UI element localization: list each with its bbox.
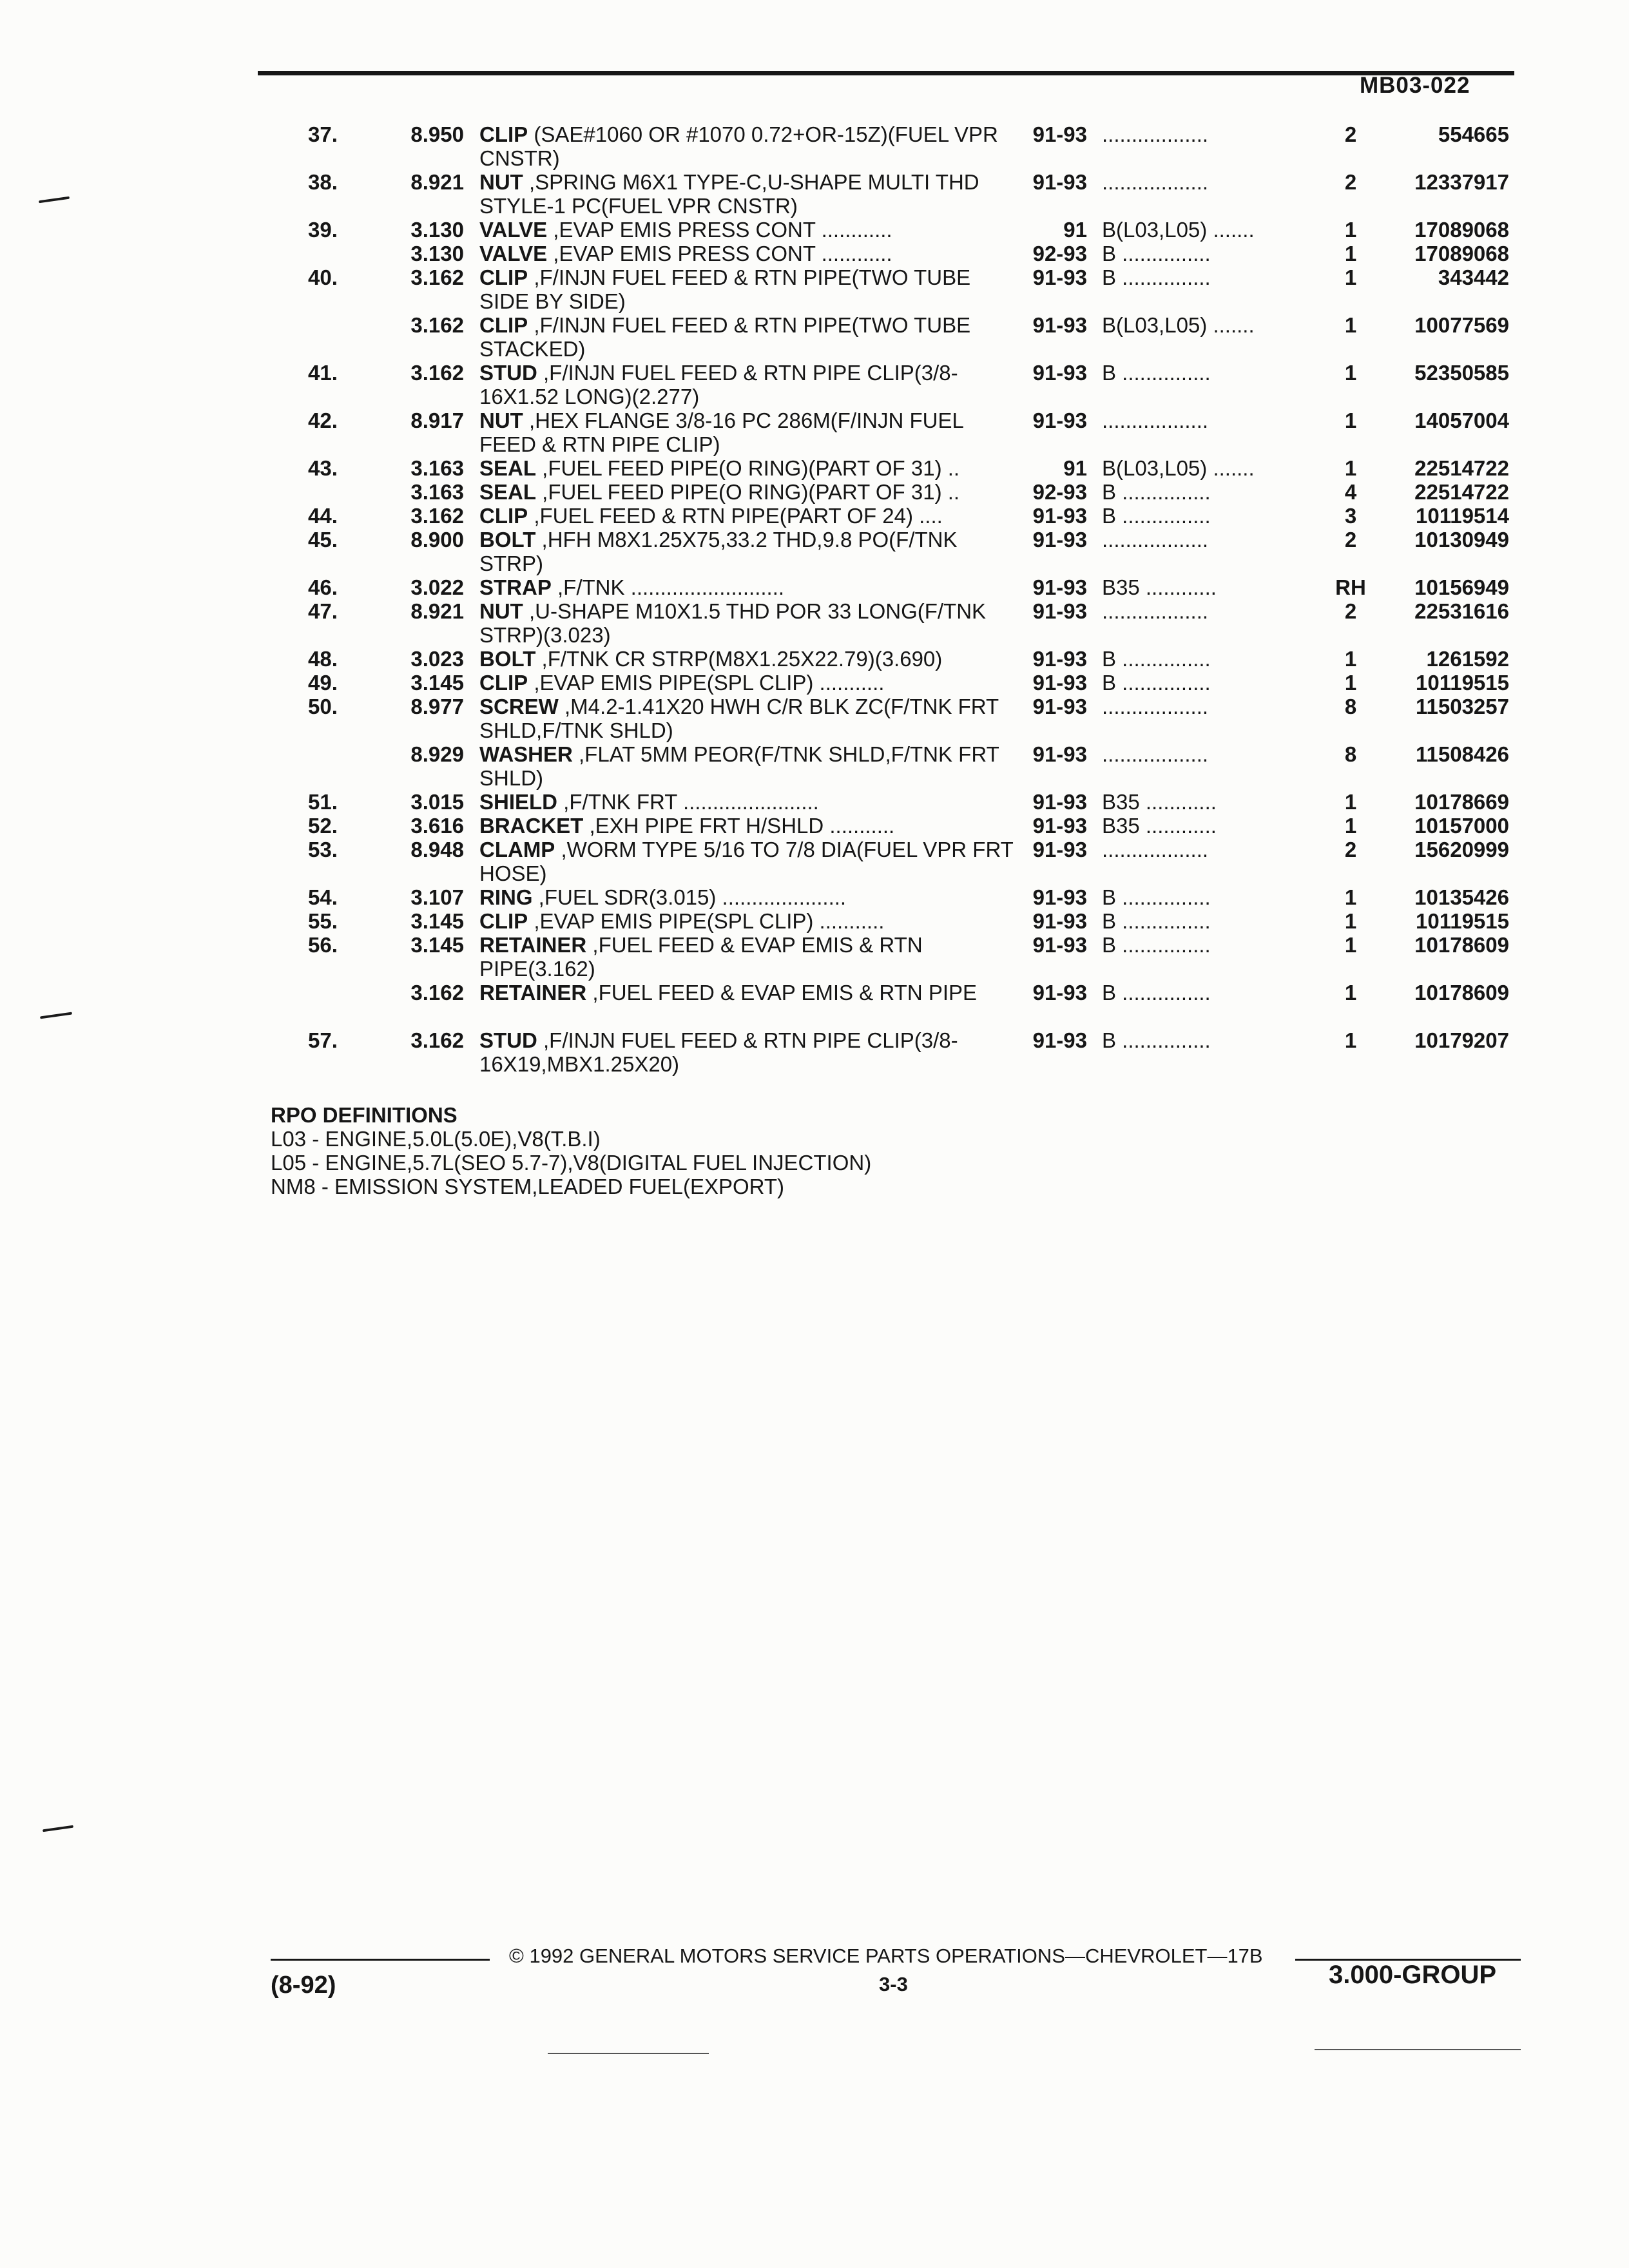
part-number: 12337917 [1414,170,1509,194]
group-number: 3.162 [410,265,464,289]
model-years: 92-93 [1032,242,1087,265]
part-description [479,456,1017,480]
part-number: 10157000 [1414,814,1509,838]
part-detail: ,F/INJN FUEL FEED & RTN PIPE(TWO TUBE STACKED) [479,313,971,361]
quantity: 2 [1344,122,1357,146]
option-code: .................. [1102,695,1209,718]
part-row [0,170,1629,218]
group-number: 3.145 [410,671,464,695]
group-number: 3.162 [410,313,464,337]
quantity: 2 [1344,170,1357,194]
option-code: B35 ............ [1102,575,1217,599]
item-number: 56. [308,933,338,957]
model-years: 91-93 [1032,742,1087,766]
part-description [479,480,1017,504]
model-years: 91-93 [1032,647,1087,671]
part-name: SEAL [479,480,537,504]
group-number: 3.145 [410,933,464,957]
part-description [479,408,1017,456]
rpo-line-l05: L05 - ENGINE,5.7L(SEO 5.7-7),V8(DIGITAL FUEL INJECTION) [271,1151,872,1175]
part-row [0,1028,1629,1076]
group-number: 8.948 [410,838,464,861]
option-code: B ............... [1102,981,1211,1004]
part-number: 10179207 [1414,1028,1509,1052]
group-number: 8.929 [410,742,464,766]
quantity: 1 [1344,981,1357,1004]
part-name: STUD [479,1028,537,1052]
part-detail: ,F/TNK FRT ....................... [557,790,819,814]
part-description [479,361,1017,408]
part-detail: ,U-SHAPE M10X1.5 THD POR 33 LONG(F/TNK STRP)(3.023) [479,599,987,647]
part-row [0,408,1629,456]
part-detail: ,EVAP EMIS PRESS CONT ............ [547,218,892,242]
part-detail: ,FUEL FEED PIPE(O RING)(PART OF 31) .. [536,456,960,480]
scan-mark [43,1825,73,1832]
option-code: .................. [1102,528,1209,552]
model-years: 91-93 [1032,313,1087,337]
part-name: VALVE [479,218,548,242]
part-number: 15620999 [1414,838,1509,861]
part-name: CLAMP [479,838,555,861]
part-row [0,504,1629,528]
quantity: 1 [1344,671,1357,695]
group-number: 8.921 [410,599,464,623]
part-description [479,122,1017,170]
group-number: 3.162 [410,504,464,528]
option-code: B ............... [1102,647,1211,671]
model-years: 91-93 [1032,575,1087,599]
part-detail: ,EVAP EMIS PIPE(SPL CLIP) ........... [528,909,885,933]
part-name: SEAL [479,456,537,480]
part-number: 10178609 [1414,981,1509,1004]
group-number: 3.130 [410,242,464,265]
part-row [0,671,1629,695]
part-name: CLIP [479,122,528,146]
part-description [479,838,1017,885]
option-code: B35 ............ [1102,814,1217,838]
group-number: 8.900 [410,528,464,552]
group-number: 3.163 [410,480,464,504]
model-years: 91-93 [1032,933,1087,957]
group-number: 8.921 [410,170,464,194]
part-number: 22531616 [1414,599,1509,623]
part-number: 22514722 [1414,456,1509,480]
item-number: 44. [308,504,338,528]
model-years: 91-93 [1032,170,1087,194]
part-number: 52350585 [1414,361,1509,385]
part-description [479,695,1017,742]
part-name: RING [479,885,533,909]
group-number: 3.107 [410,885,464,909]
part-number: 17089068 [1414,242,1509,265]
item-number: 40. [308,265,338,289]
model-years: 91-93 [1032,909,1087,933]
group-number: 3.130 [410,218,464,242]
model-years: 91-93 [1032,408,1087,432]
page-number: 3-3 [879,1973,908,1995]
part-row [0,814,1629,838]
option-code: .................. [1102,838,1209,861]
quantity: RH [1335,575,1366,599]
group-number: 3.163 [410,456,464,480]
part-row [0,885,1629,909]
quantity: 1 [1344,885,1357,909]
copyright-line: © 1992 GENERAL MOTORS SERVICE PARTS OPERATIONS—CHEVROLET—17B [509,1945,1263,1967]
quantity: 1 [1344,408,1357,432]
parts-list [0,122,1629,1076]
part-row [0,599,1629,647]
item-number: 53. [308,838,338,861]
part-name: SHIELD [479,790,558,814]
part-row [0,909,1629,933]
model-years: 91-93 [1032,838,1087,861]
quantity: 1 [1344,647,1357,671]
part-row [0,265,1629,313]
quantity: 1 [1344,790,1357,814]
part-detail: ,FUEL FEED & EVAP EMIS & RTN PIPE(3.162) [479,933,923,981]
part-row [0,528,1629,575]
option-code: B ............... [1102,909,1211,933]
part-number: 10135426 [1414,885,1509,909]
part-detail: ,HFH M8X1.25X75,33.2 THD,9.8 PO(F/TNK STRP) [479,528,958,575]
item-number: 43. [308,456,338,480]
item-number: 57. [308,1028,338,1052]
model-years: 91-93 [1032,695,1087,718]
item-number: 50. [308,695,338,718]
group-number: 3.162 [410,981,464,1004]
part-description [479,599,1017,647]
item-number: 37. [308,122,338,146]
part-row [0,313,1629,361]
part-description [479,647,1017,671]
part-detail: ,EVAP EMIS PRESS CONT ............ [547,242,892,265]
revision-date: (8-92) [271,1972,336,1999]
part-detail: ,F/TNK .......................... [551,575,785,599]
item-number: 39. [308,218,338,242]
quantity: 8 [1344,742,1357,766]
document-id: MB03-022 [1360,73,1470,98]
part-detail: ,F/INJN FUEL FEED & RTN PIPE CLIP(3/8-16X1.52 LONG)(2.277) [479,361,958,408]
option-code: B ............... [1102,361,1211,385]
part-description [479,265,1017,313]
option-code: B ............... [1102,265,1211,289]
model-years: 91-93 [1032,885,1087,909]
part-detail: ,F/INJN FUEL FEED & RTN PIPE CLIP(3/8-16X19,MBX1.25X20) [479,1028,958,1076]
option-code: .................. [1102,599,1209,623]
model-years: 91-93 [1032,265,1087,289]
item-number: 54. [308,885,338,909]
item-number: 48. [308,647,338,671]
quantity: 1 [1344,361,1357,385]
part-description [479,170,1017,218]
item-number: 49. [308,671,338,695]
quantity: 1 [1344,814,1357,838]
part-description [479,575,1017,599]
part-name: NUT [479,599,523,623]
item-number: 52. [308,814,338,838]
part-row [0,575,1629,599]
group-label: 3.000-GROUP [1329,1961,1497,1989]
option-code: B ............... [1102,504,1211,528]
rpo-definitions [271,1103,871,1198]
group-number: 3.022 [410,575,464,599]
part-name: STUD [479,361,537,385]
quantity: 2 [1344,838,1357,861]
part-name: CLIP [479,909,528,933]
option-code: B ............... [1102,885,1211,909]
part-row [0,695,1629,742]
part-row [0,647,1629,671]
option-code: .................. [1102,408,1209,432]
part-detail: ,HEX FLANGE 3/8-16 PC 286M(F/INJN FUEL FEED & RTN PIPE CLIP) [479,408,963,456]
part-number: 22514722 [1414,480,1509,504]
part-row [0,742,1629,790]
quantity: 8 [1344,695,1357,718]
model-years: 91-93 [1032,599,1087,623]
part-name: SCREW [479,695,559,718]
part-number: 1261592 [1426,647,1509,671]
part-row [0,122,1629,170]
part-description [479,1028,1017,1076]
part-row [0,456,1629,480]
part-description [479,742,1017,790]
part-detail: ,M4.2-1.41X20 HWH C/R BLK ZC(F/TNK FRT SHLD,F/TNK SHLD) [479,695,999,742]
part-name: RETAINER [479,981,587,1004]
part-name: VALVE [479,242,548,265]
part-name: CLIP [479,504,528,528]
part-name: CLIP [479,313,528,337]
top-rule [258,71,1514,75]
group-number: 8.977 [410,695,464,718]
part-row [0,218,1629,242]
model-years: 91-93 [1032,814,1087,838]
part-description [479,313,1017,361]
part-number: 10178669 [1414,790,1509,814]
quantity: 1 [1344,1028,1357,1052]
quantity: 3 [1344,504,1357,528]
item-number: 55. [308,909,338,933]
part-description [479,528,1017,575]
option-code: .................. [1102,170,1209,194]
part-detail: ,FUEL FEED & RTN PIPE(PART OF 24) .... [528,504,943,528]
rpo-title: RPO DEFINITIONS [271,1103,458,1127]
footer-rule-left [271,1959,490,1961]
part-number: 14057004 [1414,408,1509,432]
part-number: 10119514 [1415,504,1509,528]
quantity: 1 [1344,933,1357,957]
part-name: NUT [479,170,523,194]
model-years: 91-93 [1032,981,1087,1004]
option-code: .................. [1102,122,1209,146]
option-code: B ............... [1102,242,1211,265]
item-number: 46. [308,575,338,599]
quantity: 1 [1344,456,1357,480]
part-name: CLIP [479,671,528,695]
model-years: 91 [1063,218,1087,242]
quantity: 1 [1344,265,1357,289]
part-name: BOLT [479,647,536,671]
option-code: B ............... [1102,933,1211,957]
part-name: STRAP [479,575,552,599]
rpo-line-l03: L03 - ENGINE,5.0L(5.0E),V8(T.B.I) [271,1127,601,1151]
group-number: 3.145 [410,909,464,933]
item-number: 42. [308,408,338,432]
part-description [479,790,1017,814]
part-detail: (SAE#1060 OR #1070 0.72+OR-15Z)(FUEL VPR CNSTR) [479,122,998,170]
group-number: 3.023 [410,647,464,671]
part-row [0,933,1629,981]
part-detail: ,F/INJN FUEL FEED & RTN PIPE(TWO TUBE SIDE BY SIDE) [479,265,971,313]
part-number: 10178609 [1414,933,1509,957]
part-name: NUT [479,408,523,432]
part-number: 343442 [1438,265,1509,289]
item-number: 51. [308,790,338,814]
model-years: 91-93 [1032,122,1087,146]
part-description [479,814,1017,838]
part-detail: ,WORM TYPE 5/16 TO 7/8 DIA(FUEL VPR FRT HOSE) [479,838,1014,885]
model-years: 91-93 [1032,504,1087,528]
part-description [479,981,1017,1004]
part-row [0,981,1629,1028]
part-description [479,909,1017,933]
quantity: 4 [1344,480,1357,504]
model-years: 92-93 [1032,480,1087,504]
item-number: 47. [308,599,338,623]
option-code: B(L03,L05) ....... [1102,313,1255,337]
part-row [0,480,1629,504]
group-number: 3.015 [410,790,464,814]
model-years: 91-93 [1032,671,1087,695]
option-code: B(L03,L05) ....... [1102,218,1255,242]
option-code: B ............... [1102,1028,1211,1052]
part-description [479,242,1017,265]
part-row [0,242,1629,265]
quantity: 1 [1344,218,1357,242]
item-number: 45. [308,528,338,552]
part-description [479,933,1017,981]
part-detail: ,EXH PIPE FRT H/SHLD ........... [583,814,895,838]
quantity: 1 [1344,313,1357,337]
item-number: 38. [308,170,338,194]
part-number: 10119515 [1415,671,1509,695]
part-number: 11508426 [1415,742,1509,766]
part-description [479,885,1017,909]
part-detail: ,FLAT 5MM PEOR(F/TNK SHLD,F/TNK FRT SHLD) [479,742,999,790]
part-name: BRACKET [479,814,584,838]
option-code: B35 ............ [1102,790,1217,814]
model-years: 91 [1063,456,1087,480]
part-number: 10077569 [1414,313,1509,337]
part-number: 10156949 [1414,575,1509,599]
option-code: B(L03,L05) ....... [1102,456,1255,480]
option-code: .................. [1102,742,1209,766]
quantity: 2 [1344,599,1357,623]
rpo-line-nm8: NM8 - EMISSION SYSTEM,LEADED FUEL(EXPORT) [271,1175,785,1198]
group-number: 8.950 [410,122,464,146]
part-detail: ,FUEL FEED & EVAP EMIS & RTN PIPE [586,981,978,1004]
quantity: 1 [1344,242,1357,265]
model-years: 91-93 [1032,361,1087,385]
part-row [0,790,1629,814]
bottom-dash-rule [1315,2049,1521,2050]
model-years: 91-93 [1032,790,1087,814]
part-description [479,671,1017,695]
quantity: 2 [1344,528,1357,552]
part-number: 10130949 [1414,528,1509,552]
model-years: 91-93 [1032,528,1087,552]
part-detail: ,F/TNK CR STRP(M8X1.25X22.79)(3.690) [535,647,943,671]
part-number: 10119515 [1415,909,1509,933]
part-detail: ,FUEL FEED PIPE(O RING)(PART OF 31) .. [536,480,960,504]
part-name: CLIP [479,265,528,289]
item-number: 41. [308,361,338,385]
part-row [0,838,1629,885]
part-row [0,361,1629,408]
group-number: 8.917 [410,408,464,432]
part-detail: ,FUEL SDR(3.015) ..................... [532,885,847,909]
part-detail: ,EVAP EMIS PIPE(SPL CLIP) ........... [528,671,885,695]
option-code: B ............... [1102,671,1211,695]
group-number: 3.162 [410,361,464,385]
option-code: B ............... [1102,480,1211,504]
part-name: RETAINER [479,933,587,957]
bottom-dash-rule [548,2053,709,2054]
part-description [479,218,1017,242]
group-number: 3.162 [410,1028,464,1052]
model-years: 91-93 [1032,1028,1087,1052]
group-number: 3.616 [410,814,464,838]
part-name: BOLT [479,528,536,552]
part-description [479,504,1017,528]
part-number: 11503257 [1415,695,1509,718]
quantity: 1 [1344,909,1357,933]
part-detail: ,SPRING M6X1 TYPE-C,U-SHAPE MULTI THD STYLE-1 PC(FUEL VPR CNSTR) [479,170,979,218]
part-number: 17089068 [1414,218,1509,242]
part-number: 554665 [1438,122,1509,146]
part-name: WASHER [479,742,573,766]
